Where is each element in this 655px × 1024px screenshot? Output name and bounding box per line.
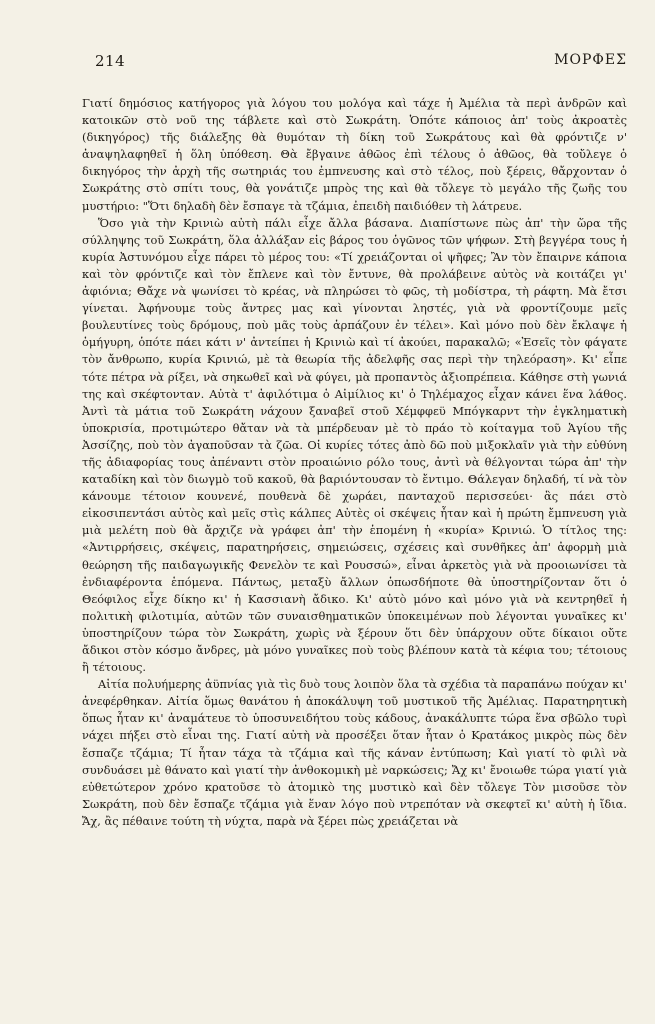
journal-title: ΜΟΡΦΕΣ	[554, 52, 627, 68]
paragraph: Αἰτία πολυήμερης ἀϋπνίας γιὰ τὶς δυὸ τους λοιπὸν ὅλα τὰ σχέδια τὰ παραπάνω πούχαν κι' ἀνεφέρθηκαν. Αἰτία ὅμως θανάτου ἡ ἀποκάλυψη τοῦ μυστικοῦ τῆς Ἀμέλιας. Παρατηρητικὴ ὅπως ἦταν κι' ἀναμάτευε τὸ ὑποσυνειδήτου τοὺς κάδους, ἀνακάλυπτε τώρα ἕνα σβῶλο τυρὶ νάχει πήξει στὸ εἶναι της. Γιατί αὐτὴ νὰ προσέξει ὅταν ἦταν ὁ Κρατάκος μικρὸς πὼς δὲν ἔσπαζε τζάμια; Τί ἦταν τάχα τὰ τζάμια καὶ τῆς κάναν ἐντύπωση; Καὶ γιατί τὸ φιλὶ νὰ συνδυάσει μὲ θάνατο καὶ γιατί τὴν ἀνθοκομικὴ μὲ ναρκώσεις; Ἄχ κι' ἔνοιωθε τώρα γιατί γιὰ εὐθετώτερον χρόνο κρατοῦσε τὸ ἀτομικὸ της μυστικὸ καὶ δὲν τὄλεγε Τὸν μισοῦσε τὸν Σωκράτη, ποὺ δὲν ἔσπαζε τζάμια γιὰ ἕναν λόγο ποὺ ντρεπόταν νὰ σκεφτεῖ κι' αὐτὴ ἡ ἴδια. Ἄχ, ἂς πέθαινε τούτη τὴ νύχτα, παρὰ νὰ ξέρει πὼς χρειάζεται νὰ	[82, 677, 627, 828]
page-number: 214	[95, 52, 126, 70]
paragraph: Ὅσο γιὰ τὴν Κρινιὼ αὐτὴ πάλι εἶχε ἄλλα βάσανα. Διαπίστωνε πὼς ἀπ' τὴν ὥρα τῆς σύλληψης τοῦ Σωκράτη, ὅλα ἀλλάξαν εἰς βάρος του ὁγῶνος τῶν ψήφων. Στὴ βεγγέρα τους ἡ κυρία Ἀστυνόμου εἶχε πάρει τὸ μέρος του: «Τί χρειάζονται οἱ ψῆφες; Ἂν τὸν ἔπαιρνε κάποια καὶ τὸν φρόντιζε καὶ τὸν ἔπλενε καὶ τὸν ἔντυνε, θὰ προλάβεινε αὐτὸς νὰ κοιτάζει γι' ἀφιόνια; Θἄχε νὰ ψωνίσει τὸ κρέας, νὰ πληρώσει τὸ φῶς, τὴ μοδίστρα, τὴ ράφτη. Μὰ ἔτσι γίνεται. Ἀφήνουμε τοὺς ἄντρες μας καὶ γίνονται ληστές, γιὰ νὰ φροντίζουμε μεῖς βουλευτίνες τοὺς δρόμους, ποὺ μᾶς τοὺς ἁρπάζουν ἐν τέλει». Καὶ μόνο ποὺ δὲν ἔκλαψε ἡ ὁμήγυρη, ὁπότε πάει κάτι ν' ἀντείπει ἡ Κρινιὼ καὶ τί ἀκούει, παρακαλῶ; «Ἐσεῖς τὸν φάγατε τὸν ἄνθρωπο, κυρία Κρινιώ, μὲ τὰ θεωρία τῆς ἀδελφῆς σας περὶ τὴν τηλεόραση». Κι' εἶπε τότε πέτρα νὰ ρίξει, νὰ σηκωθεῖ καὶ νὰ φύγει, μὰ προπαντὸς ἀξιοπρέπεια. Κάθησε στὴ γωνιά της καὶ σκέφτονταν. Αὐτὰ τ' ἀφιλότιμα ὁ Αἰμίλιος κι' ὁ Τηλέμαχος εἶχαν κάνει ἕνα λάθος. Ἀντὶ τὰ μάτια τοῦ Σωκράτη νάχουν ξαναβεῖ στοῦ Χέμφφεϋ Μπόγκαρντ τὴν ἐγκληματικὴ ὑποκρισία, προτιμώτερο θἄταν νὰ τὰ μπέρδευαν μὲ τὸ πράο τὸ κοίταγμα τοῦ Ἁγίου τῆς Ἀσσίζης, ποὺ τὸν ἀγαποῦσαν τὰ ζῶα. Οἱ κυρίες τότες ἀπὸ δῶ ποὺ μιξοκλαῖν γιὰ τὴν εὐθύνη τῆς ἀδιαφορίας τους ἀπέναντι στὸν προαιώνιο ρόλο τους, ἀντὶ νὰ θέλγονται τώρα ἀπ' τὴν καταδίκη καὶ τὸν διωγμὸ τοῦ κακοῦ, θὰ βαριόντουσαν τὸ ἔντιμο. Θάλεγαν δηλαδή, τί νὰ τὸν κάνουμε τέτοιον κουνενέ, πουθενὰ δὲ χωράει, πανταχοῦ περισσεύει· ἂς πάει στὸ εἰκοσιπεντάσι αὐτὸς καὶ μεῖς στὶς κάλπες Αὐτὲς οἱ σκέψεις ἦταν καὶ ἡ πρώτη ἔμπνευση γιὰ μιὰ μελέτη ποὺ θὰ ἄρχιζε νὰ γράφει ἀπ' τὴν ἑπομένη ἡ «κυρία» Κρινιώ. Ὁ τίτλος της: «Ἀντιρρήσεις, σκέψεις, παρατηρήσεις, σημειώσεις, σχέσεις καὶ συνθῆκες ἀπ' ἀφορμὴ μιὰ θεώρηση τῆς παιδαγωγικῆς Φενελὸν τε καὶ Ρουσσώ», εἶναι ἀρκετὸς γιὰ νὰ προοιωνίσει τὰ ἐνδιαφέροντα ἑπόμενα. Πάντως, μεταξὺ ἄλλων ὁπωσδήποτε θὰ ὑποστηρίζονταν ὅτι ὁ Θεόφιλος εἶχε δίκηο κι' ἡ Κασσιανὴ ἄδικο. Κι' αὐτὸ μόνο καὶ μόνο γιὰ νὰ κεντρηθεῖ ἡ πολιτικὴ φιλοτιμία, αὐτῶν τῶν συναισθηματικῶν ὑποκειμένων ποὺ λέγονται γυναῖκες κι' ὑποστηρίζουν τώρα τὸν Σωκράτη, χωρὶς νὰ ξέρουν ὅτι δὲν ὑπάρχουν οὔτε δίκαιοι οὔτε ἄδικοι στὸν κόσμο ἄνδρες, μὰ μόνο γυναῖκες ποὺ τοὺς βλέπουν κατὰ τὰ κέφια του; τέτοιους ἢ τέτοιους.	[82, 215, 627, 675]
body-text	[82, 95, 627, 830]
running-head	[95, 52, 627, 74]
paragraph: Γιατί δημόσιος κατήγορος γιὰ λόγου του μολόγα καὶ τάχε ἡ Ἀμέλια τὰ περὶ ἀνδρῶν καὶ κατοικῶν στὸ νοῦ της τάβλετε καὶ στὸ Σωκράτη. Ὁπότε κάποιος ἀπ' τοὺς ἀκροατὲς (δικηγόρος) τῆς διάλεξης θὰ θυμόταν τὴ δίκη τοῦ Σωκράτους καὶ θὰ φρόντιζε ν' ἀναψηλαφηθεῖ ἡ ὅλη ὑπόθεση. Θὰ ἔβγαινε ἀθῶος ἐπὶ τέλους ὁ ἀθῶος, θὰ τοὔλεγε ὁ δικηγόρος τὴν ἀρχὴ τῆς σωτηριάς του ἐμπνευσης καὶ στὸ τέλος, ποὺ ξέρεις, θἄρχονταν ὁ Σωκράτης στὸ σπίτι τους, θὰ γονάτιζε μπρὸς της καὶ θὰ τὄλεγε τὸ μεγάλο τῆς ζωῆς του μυστήριο: "Ὅτι δηλαδὴ δὲν ἔσπαγε τὰ τζάμια, ἐπειδὴ παιδιόθεν τὴ λάτρευε.	[82, 96, 627, 213]
